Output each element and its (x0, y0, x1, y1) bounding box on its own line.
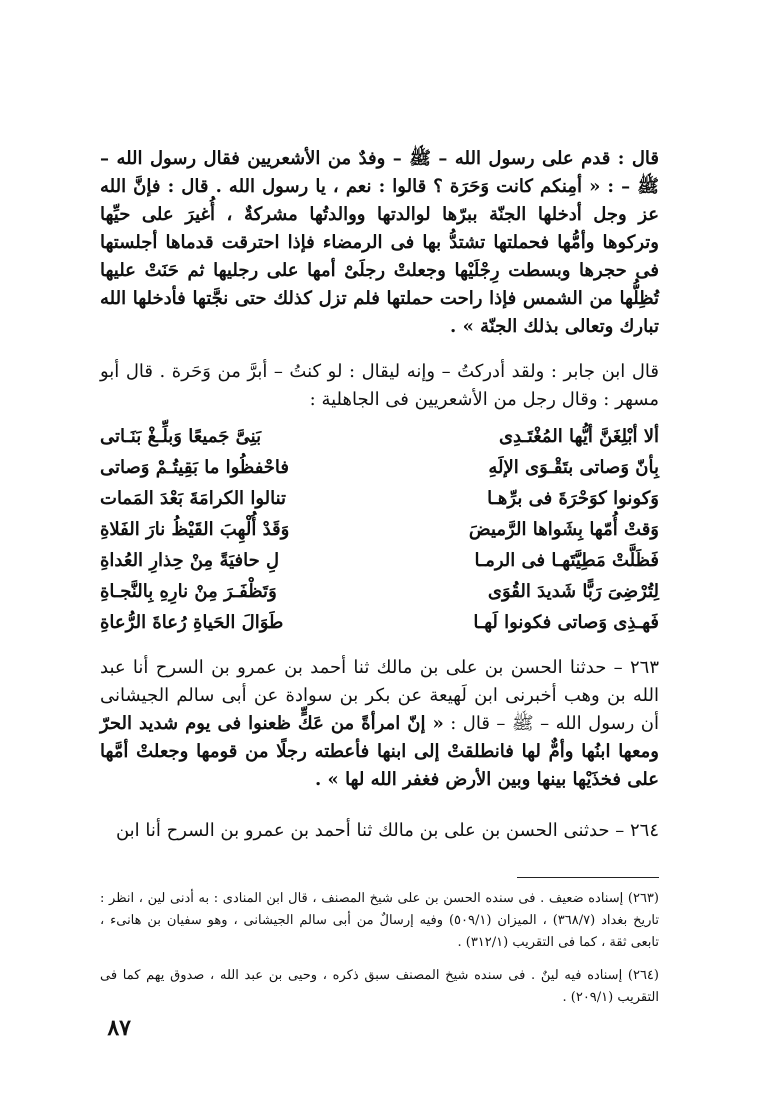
page-number: ٨٧ (107, 1015, 131, 1041)
verse-first-hemistich: وَكونوا كوَحْرَةَ فى برِّهـا (487, 488, 659, 509)
hadith-263-matn: « إنّ امرأةً من عَكٍّ ظعنوا فى يوم شديد الحرّ ومعها ابنُها وأمٌّ لها فانطلقتْ إلى ابنها فأعطته رجلًا من قومها وجعلتْ أمَّها على فخذَيْها بينها وبين الأرض فغفر الله لها » . (100, 713, 659, 790)
poem-verse (100, 607, 659, 638)
footnote-263: (٢٦٣) إسناده ضعيف . فى سنده الحسن بن على شيخ المصنف ، قال ابن المنادى : به أدنى لين ، انظر : تاريخ بغداد (٣٦٨/٧) ، الميزان (٥٠٩/١) وفيه إرسالٌ من أبى سالم الجيشانى ، وهو سفيان بن هانىء ، تابعى ثقة ، كما فى التقريب (٣١٢/١) . (100, 891, 659, 950)
narration-paragraph: قال ابن جابر : ولقد أدركتُ – وإنه ليقال : لو كنتُ – أبرَّ من وَحَرة . قال أبو مسهر : وقال رجل من الأشعريين فى الجاهلية : (100, 361, 659, 410)
hadith-paragraph: قال : قدم على رسول الله – ﷺ – وفدٌ من الأشعريين فقال رسول الله – ﷺ – : « أمِنكم كانت وَحَرَة ؟ قالوا : نعم ، يا رسول الله . قال : فإنَّ الله عز وجل أدخلها الجنّة ببرّها لوالدتها ووالدتُها مشركةٌ ، أُغيرَ على حيِّها وتركوها وأمُّها فحملتها تشتدُّ بها فى الرمضاء فإذا احترقت قدماها أجلستها فى حجرها وبسطت رِجْلَيْها وجعلتْ رجلَىْ أمها على رجليها ثم حَنَتْ عليها تُظِلُّها من الشمس فإذا راحت حملتها فلم تزل كذلك حتى نجَّتها فأدخلها الله تبارك وتعالى بذلك الجنّة » . (100, 148, 659, 337)
poem-verse (100, 514, 659, 545)
verse-first-hemistich: فَهـذِى وَصاتى فكونوا لَهـا (473, 612, 659, 633)
poem-verse (100, 545, 659, 576)
verse-second-hemistich: تنالوا الكرامَةَ بَعْدَ المَمات (100, 488, 287, 509)
verse-first-hemistich: ألا أبْلِغَنَّ أيُّها المُغْتَـدِى (498, 426, 659, 447)
verse-first-hemistich: بِأنّ وَصاتى بتَقْـوَى الإلَهِ (488, 457, 659, 478)
hadith-264: ٢٦٤ – حدثنى الحسن بن على بن مالك ثنا أحمد بن عمرو بن السرح أنا ابن (115, 820, 659, 841)
poem-verse (100, 421, 659, 452)
verse-second-hemistich: طَوَالَ الحَياةِ رُعاةَ الرُّعاةِ (100, 612, 284, 633)
verse-first-hemistich: فَظَلَّتْ مَطِيَّتَهـا فى الرمـا (474, 550, 659, 571)
poem (100, 421, 659, 638)
verse-second-hemistich: وَقَدْ أُلْهِبَ القَيْظُ نارَ الفَلاةِ (100, 519, 290, 540)
poem-verse (100, 483, 659, 514)
poem-verse (100, 452, 659, 483)
verse-first-hemistich: وَقتْ أُمّها بِشَواها الرَّميضَ (468, 519, 659, 540)
footnote-divider (517, 877, 659, 878)
verse-first-hemistich: لِتُرْضِىَ رَبًّا شَديدَ القُوَى (487, 581, 659, 602)
verse-second-hemistich: بَنِىَّ جَميعًا وَبلِّـغْ بَنَـاتى (100, 426, 262, 447)
footnote-264: (٢٦٤) إسناده فيه لينٌ . فى سنده شيخ المصنف سبق ذكره ، وحيى بن عبد الله ، صدوق يهم كما فى التقريب (٢٠٩/١) . (100, 968, 659, 1005)
verse-second-hemistich: لِ حافيَةً مِنْ حِذارِ العُداةِ (100, 550, 280, 571)
hadith-263 (100, 654, 659, 794)
verse-second-hemistich: وَتَظْفَـرَ مِنْ نارِهِ بِالنَّجـاةِ (100, 581, 277, 602)
hadith-263-isnad: ٢٦٣ – حدثنا الحسن بن على بن مالك ثنا أحمد بن عمرو بن السرح أنا عبد الله بن وهب أخبرنى ابن لَهيعة عن بكر بن سوادة عن أبى سالم الجيشانى أن رسول الله – ﷺ – قال : (100, 657, 659, 734)
poem-verse (100, 576, 659, 607)
verse-second-hemistich: فاحْفظُوا ما بَقِيتُـمْ وَصاتى (100, 457, 290, 478)
